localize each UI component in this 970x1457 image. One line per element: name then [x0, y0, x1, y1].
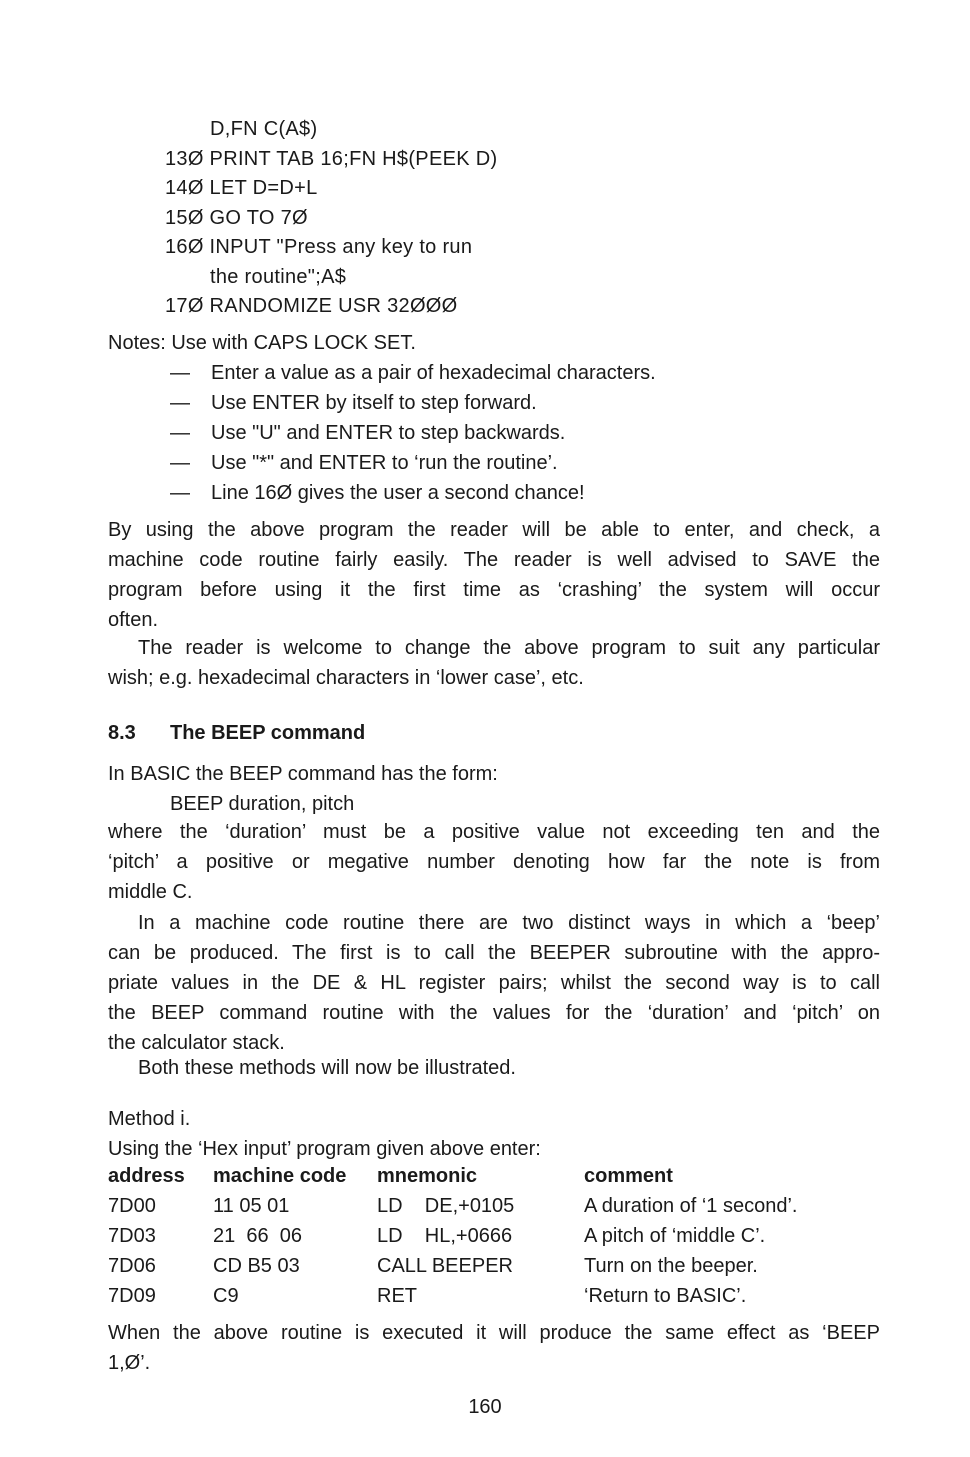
text-line: wish; e.g. hexadecimal characters in ‘lower case’, etc. [108, 667, 584, 689]
machine-code-table [108, 1161, 884, 1311]
mnemonic-cell: RET [377, 1285, 417, 1307]
text-line: where the ‘duration’ must be a positive value not exceeding ten and the [108, 821, 880, 843]
section-number: 8.3 [108, 722, 136, 744]
text-line: the BEEP command routine with the values for the ‘duration’ and ‘pitch’ on [108, 1002, 880, 1024]
notes-list-item: — Enter a value as a pair of hexadecimal characters. [108, 358, 888, 388]
paragraph-welcome-change [108, 633, 880, 693]
paragraph-beep-form-intro [108, 759, 880, 789]
dash-bullet: — [170, 392, 190, 414]
column-header: machine code [213, 1165, 347, 1187]
table-row [108, 1221, 884, 1251]
notes-section [108, 328, 888, 508]
code-line: 16Ø INPUT "Press any key to run [165, 236, 473, 258]
column-header: address [108, 1165, 185, 1187]
text-line: machine code routine fairly easily. The reader is well advised to SAVE the [108, 549, 880, 571]
text-line: often. [108, 609, 159, 631]
text-line: In a machine code routine there are two distinct ways in which a ‘beep’ [138, 912, 880, 934]
notes-intro: Notes: Use with CAPS LOCK SET. [108, 332, 416, 354]
paragraph-illustrated [108, 1053, 880, 1083]
code-line: 15Ø GO TO 7Ø [165, 206, 308, 229]
section-heading [108, 718, 365, 748]
dash-bullet: — [170, 422, 190, 444]
table-row [108, 1281, 884, 1311]
text-line: By using the above program the reader will be able to enter, and check, a [108, 519, 880, 541]
machine-code-cell: CD B5 03 [213, 1255, 300, 1277]
paragraph-duration-pitch [108, 817, 880, 907]
dash-bullet: — [170, 362, 190, 384]
comment-cell: Turn on the beeper. [584, 1255, 758, 1277]
beep-syntax: BEEP duration, pitch [170, 793, 355, 815]
section-title: The BEEP command [170, 722, 366, 744]
table-row [108, 1191, 884, 1221]
notes-list [108, 358, 888, 508]
address-cell: 7D03 [108, 1225, 156, 1247]
code-line: the routine";A$ [210, 265, 347, 288]
text-line: program before using it the first time as ‘crashing’ the system will occur [108, 579, 880, 601]
notes-list-item: — Use "U" and ENTER to step backwards. [108, 418, 888, 448]
notes-list-item: — Use ENTER by itself to step forward. [108, 388, 888, 418]
notes-list-item: — Line 16Ø gives the user a second chance! [108, 478, 888, 508]
text-line: In BASIC the BEEP command has the form: [108, 763, 498, 785]
page-number: 160 [468, 1396, 502, 1418]
mnemonic-cell: LD DE,+0105 [377, 1195, 515, 1217]
code-line: 14Ø LET D=D+L [165, 177, 318, 199]
code-line: D,FN C(A$) [210, 118, 318, 140]
table-row [108, 1251, 884, 1281]
text-line: can be produced. The first is to call the BEEPER subroutine with the appro- [108, 942, 880, 964]
machine-code-cell: 11 05 01 [213, 1195, 290, 1217]
address-cell: 7D09 [108, 1285, 156, 1307]
text-line: The reader is welcome to change the above program to suit any particular [138, 637, 880, 659]
paragraph-program-usage [108, 515, 880, 635]
comment-cell: A pitch of ‘middle C’. [584, 1225, 766, 1247]
text-line: middle C. [108, 881, 193, 903]
comment-cell: A duration of ‘1 second’. [584, 1195, 798, 1217]
table-header-row [108, 1161, 884, 1191]
method-intro: Using the ‘Hex input’ program given above enter: [108, 1138, 541, 1160]
address-cell: 7D06 [108, 1255, 156, 1277]
basic-code-listing [165, 114, 765, 321]
mnemonic-cell: LD HL,+0666 [377, 1225, 513, 1247]
notes-list-item: — Use "*" and ENTER to ‘run the routine’. [108, 448, 888, 478]
method-section [108, 1104, 888, 1164]
text-line: priate values in the DE & HL register pairs; whilst the second way is to call [108, 972, 880, 994]
paragraph-beep-methods [108, 908, 880, 1058]
mnemonic-cell: CALL BEEPER [377, 1255, 513, 1277]
text-line: ‘pitch’ a positive or megative number denoting how far the note is from [108, 851, 880, 873]
method-title: Method i. [108, 1108, 191, 1130]
text-line: 1,Ø’. [108, 1352, 151, 1374]
column-header: comment [584, 1165, 673, 1187]
machine-code-cell: 21 66 06 [213, 1225, 302, 1247]
code-line: 13Ø PRINT TAB 16;FN H$(PEEK D) [165, 147, 498, 170]
column-header: mnemonic [377, 1165, 478, 1187]
machine-code-cell: C9 [213, 1285, 239, 1307]
text-line: When the above routine is executed it will produce the same effect as ‘BEEP [108, 1322, 880, 1344]
paragraph-same-effect [108, 1318, 880, 1378]
text-line: Both these methods will now be illustrated. [138, 1057, 516, 1079]
dash-bullet: — [170, 452, 190, 474]
comment-cell: ‘Return to BASIC’. [584, 1285, 747, 1307]
dash-bullet: — [170, 482, 190, 504]
address-cell: 7D00 [108, 1195, 156, 1217]
text-line: the calculator stack. [108, 1032, 285, 1054]
code-line: 17Ø RANDOMIZE USR 32ØØØ [165, 295, 458, 317]
